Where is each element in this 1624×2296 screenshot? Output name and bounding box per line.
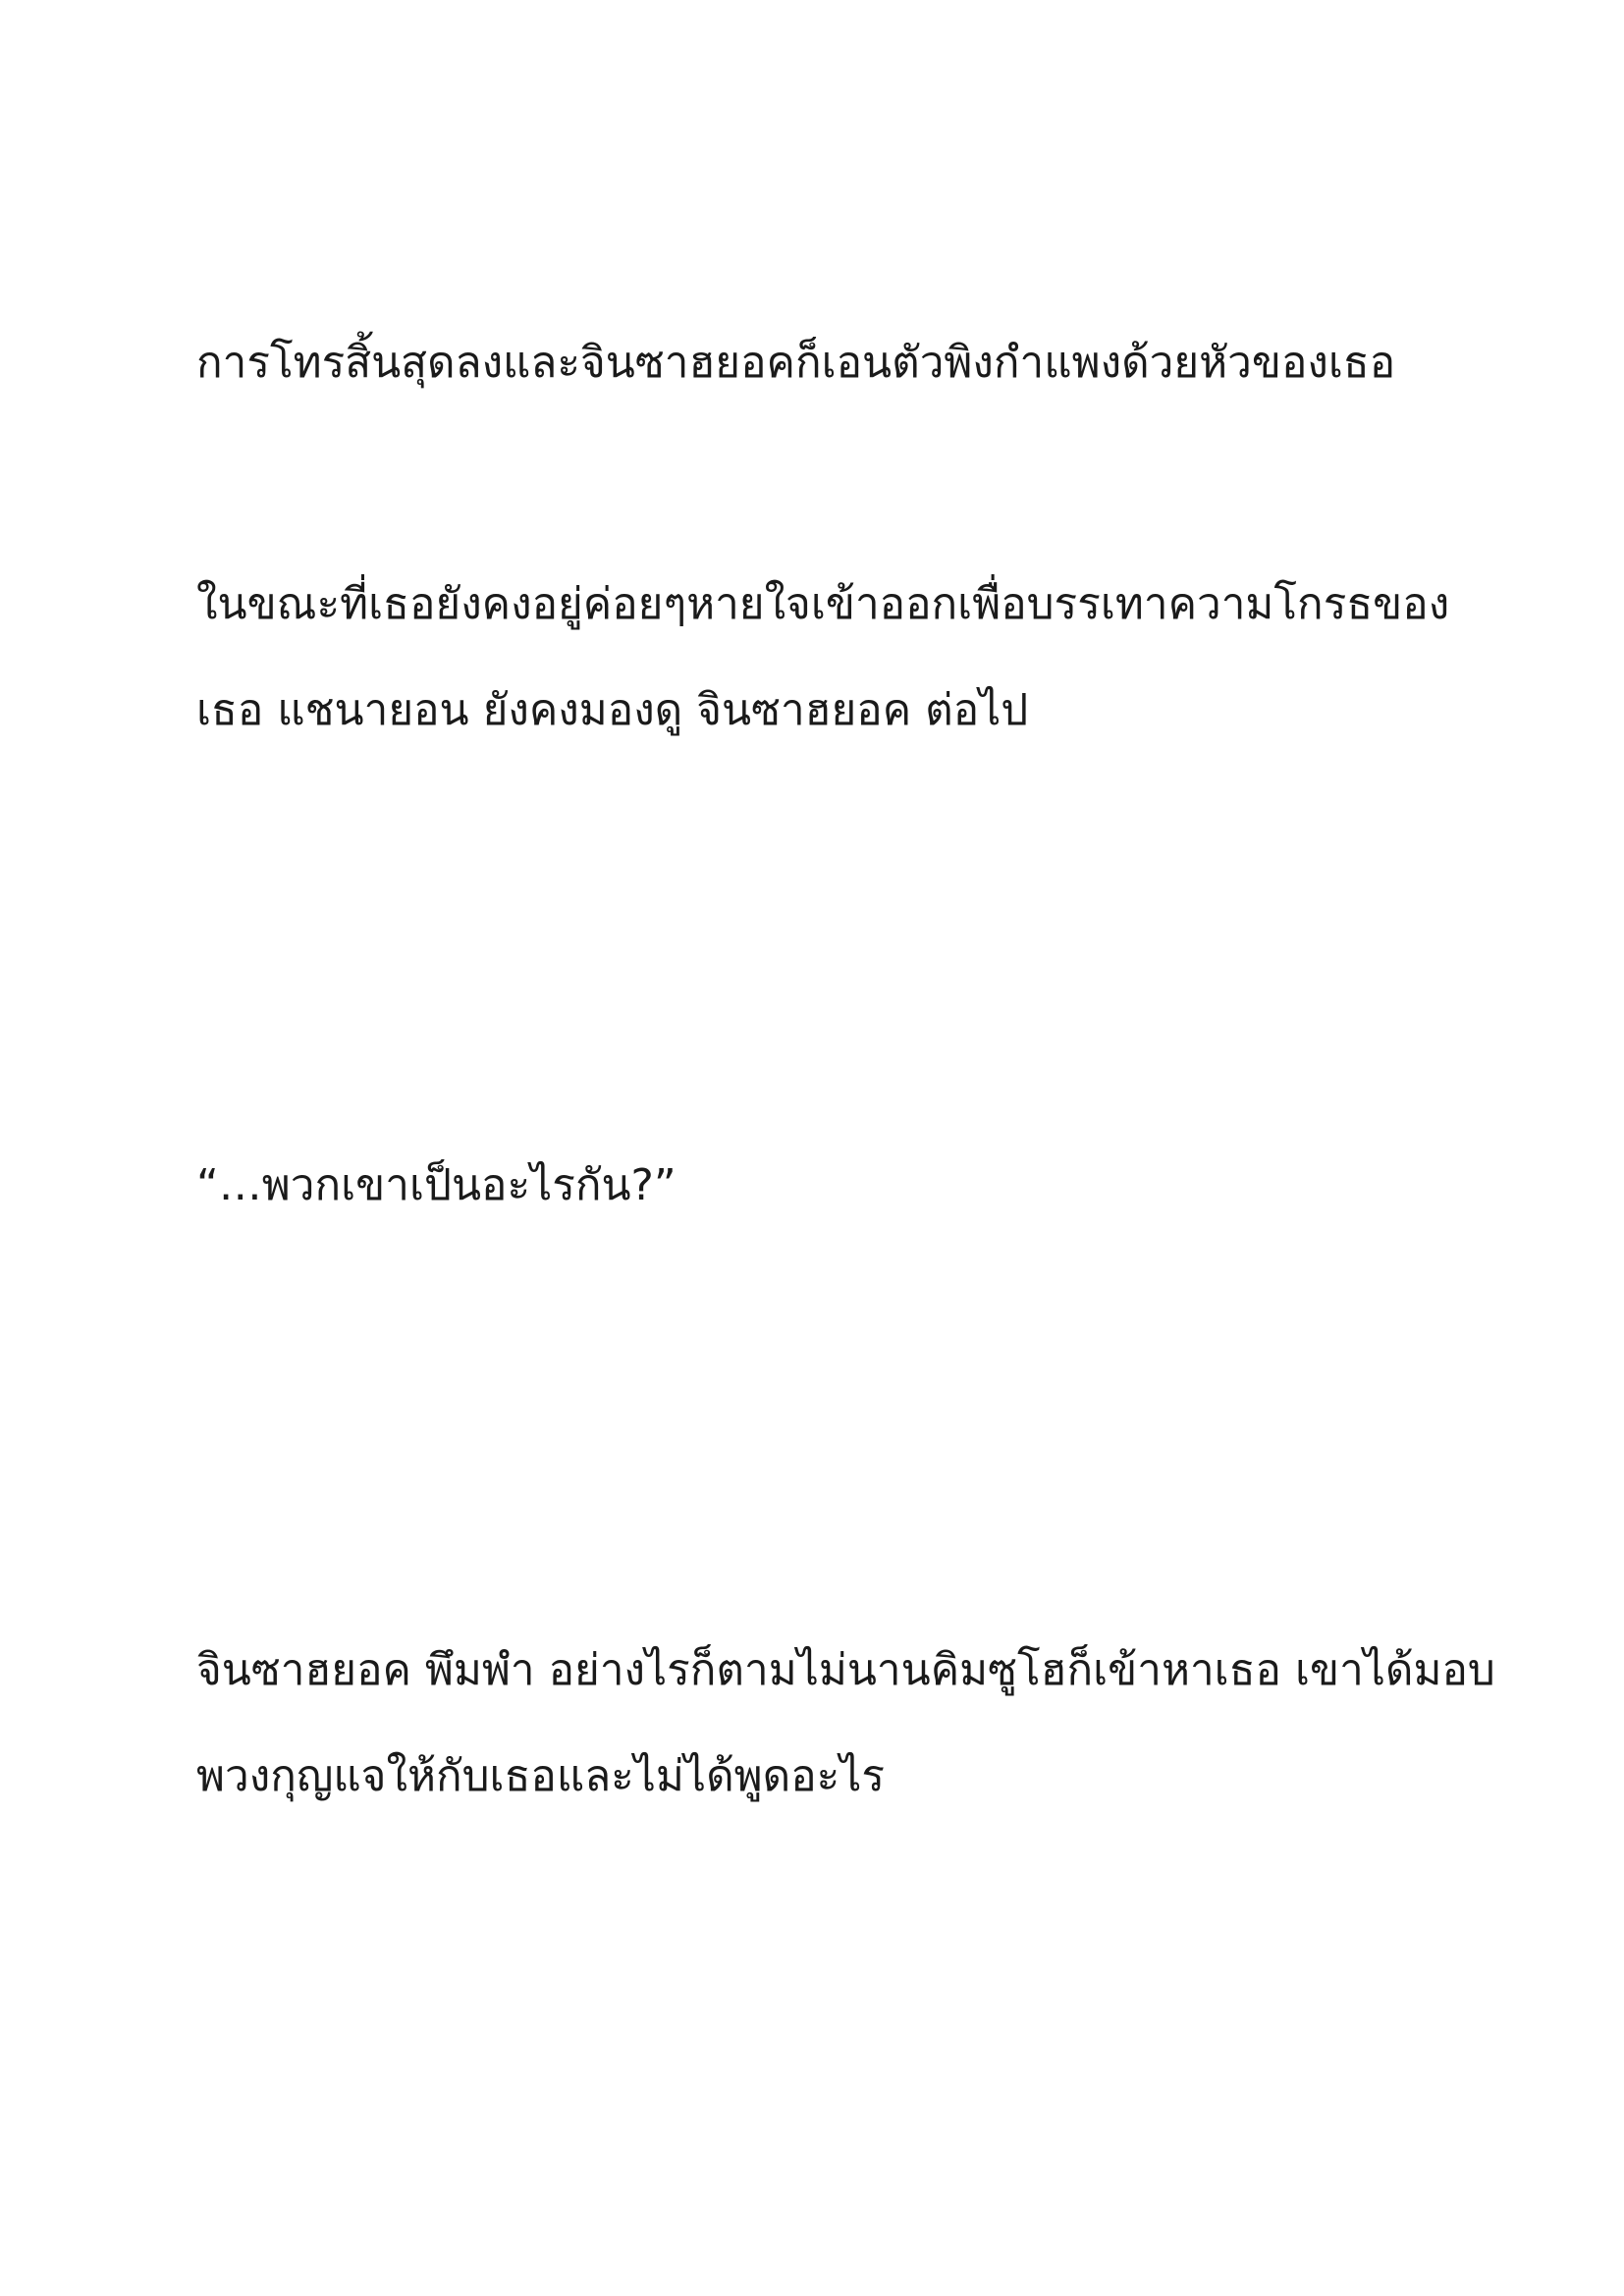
dialogue-line: “…พวกเขาเป็นอะไรกัน?” (196, 1160, 677, 1210)
text-line: ในขณะที่เธอยังคงอยู่ค่อยๆหายใจเข้าออกเพื่อบรรเทาความโกรธของ (196, 579, 1450, 629)
text-line: จินซาฮยอค พึมพำ อย่างไรก็ตามไม่นานคิมซูโฮก็เข้าหาเธอ เขาได้มอบ (196, 1645, 1495, 1695)
paragraph-breathing (196, 552, 1473, 764)
text-line: พวงกุญแจให้กับเธอและไม่ได้พูดอะไร (196, 1751, 886, 1801)
text-line: เธอ แชนายอน ยังคงมองดู จินซาฮยอค ต่อไป (196, 685, 1029, 735)
paragraph-call-ended (196, 310, 1473, 416)
paragraph-dialogue (196, 1133, 1473, 1239)
paragraph-keys (196, 1618, 1495, 1830)
text-line: การโทรสิ้นสุดลงและจินซาฮยอคก็เอนตัวพิงกำแพงด้วยหัวของเธอ (196, 338, 1396, 388)
